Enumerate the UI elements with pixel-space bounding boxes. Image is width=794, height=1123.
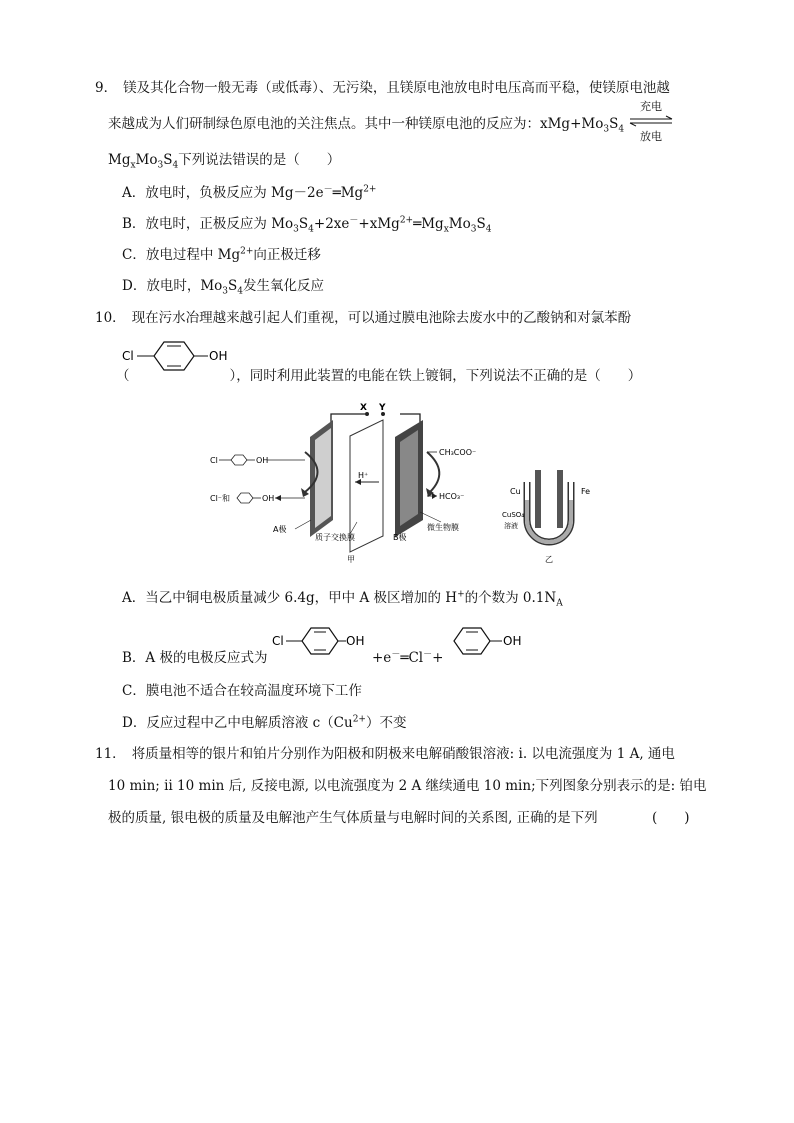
- svg-text:A极: A极: [273, 525, 287, 534]
- svg-text:Y: Y: [379, 403, 386, 413]
- svg-text:甲: 甲: [347, 555, 355, 564]
- svg-text:Fe: Fe: [581, 487, 591, 496]
- svg-text:CH₃COO⁻: CH₃COO⁻: [439, 448, 477, 457]
- q10-option-b-label: B．A 极的电极反应式为: [122, 650, 268, 666]
- q9-option-d: D．放电时，$Mo_3S_4$发生氧化反应: [122, 278, 324, 297]
- q10-option-a: A．当乙中铜电极质量减少 6.4g，甲中 A 极区增加的 H+的个数为 $0.1N_A$: [122, 589, 563, 609]
- mol-oh-label: OH: [209, 349, 228, 363]
- q11-line3: 极的质量, 银电极的质量及电解池产生气体质量与电解时间的关系图, 正确的是下列: [108, 810, 598, 826]
- svg-text:B极: B极: [393, 533, 407, 542]
- q9-option-a: A．放电时，负极反应为 $Mg-2e^-═Mg^{2+}$: [122, 184, 377, 201]
- svg-text:OH: OH: [346, 634, 365, 648]
- q11-number: 11．: [95, 746, 126, 762]
- svg-text:Cu: Cu: [510, 487, 521, 496]
- svg-text:X: X: [360, 403, 367, 413]
- membrane-cell-figure: [205, 402, 600, 570]
- svg-text:HCO₃⁻: HCO₃⁻: [439, 492, 465, 501]
- svg-text:H⁺: H⁺: [358, 471, 369, 480]
- svg-text:OH: OH: [503, 634, 522, 648]
- q11-line2: 10 min; ⅱ 10 min 后, 反接电源, 以电流强度为 2 A 继续通电 10 min;下列图象分别表示的是: 铂电: [108, 778, 707, 794]
- svg-text:乙: 乙: [545, 555, 553, 564]
- svg-text:Cl: Cl: [210, 456, 218, 465]
- svg-text:OH: OH: [262, 494, 275, 503]
- q10-option-b-equation: +e－═Cl－+: [372, 649, 444, 666]
- q10-option-d: D．反应过程中乙中电解质溶液 $c(Cu^{2+})$不变: [122, 714, 407, 731]
- q9-number: 9．: [95, 80, 118, 96]
- q9-line2: 来越成为人们研制绿色原电池的关注焦点。其中一种镁原电池的反应为：$xMg+Mo_3S_4$: [108, 116, 625, 135]
- q10-option-c: C．膜电池不适合在较高温度环境下工作: [122, 683, 362, 699]
- q9-option-b: B．放电时，正极反应为 $Mo_3S_4+2xe^-+xMg^{2+}═Mg_xMo_3S_4$: [122, 215, 492, 235]
- svg-text:Cl: Cl: [272, 634, 284, 648]
- svg-text:CuSO₄: CuSO₄: [502, 511, 525, 519]
- q9-line1: 9． 镁及其化合物一般无毒（或低毒）、无污染，且镁原电池放电时电压高而平稳，使镁原电池越: [95, 80, 670, 96]
- reversible-arrow: 充电 放电: [628, 100, 674, 144]
- q10-number: 10．: [95, 310, 126, 326]
- svg-text:溶液: 溶液: [504, 522, 518, 530]
- q9-line3: $Mg_xMo_3S_4$下列说法错误的是（ ）: [108, 152, 341, 171]
- mol-cl-label: Cl: [122, 349, 134, 363]
- q10-line2: （ ），同时利用此装置的电能在铁上镀铜，下列说法不正确的是（ ）: [116, 368, 642, 384]
- option-b-reactant-structure: [272, 625, 365, 661]
- svg-text:微生物膜: 微生物膜: [427, 523, 459, 532]
- q9-option-c: C．放电过程中 $Mg^{2+}$向正极迁移: [122, 246, 321, 263]
- q10-line1: 10． 现在污水冶理越来越引起人们重视，可以通过膜电池除去废水中的乙酸钠和对氯苯酚: [95, 310, 632, 326]
- q11-line1: 11． 将质量相等的银片和铂片分别作为阳极和阴极来电解硝酸银溶液: ⅰ. 以电流强度为 1 A, 通电: [95, 746, 675, 762]
- option-b-product-structure: [450, 625, 526, 661]
- equilibrium-arrow-icon: [628, 116, 674, 126]
- q11-answer-paren: ( ): [652, 810, 690, 826]
- svg-text:质子交换膜: 质子交换膜: [315, 533, 355, 542]
- svg-text:Cl⁻和: Cl⁻和: [210, 494, 231, 503]
- svg-text:OH: OH: [256, 456, 269, 465]
